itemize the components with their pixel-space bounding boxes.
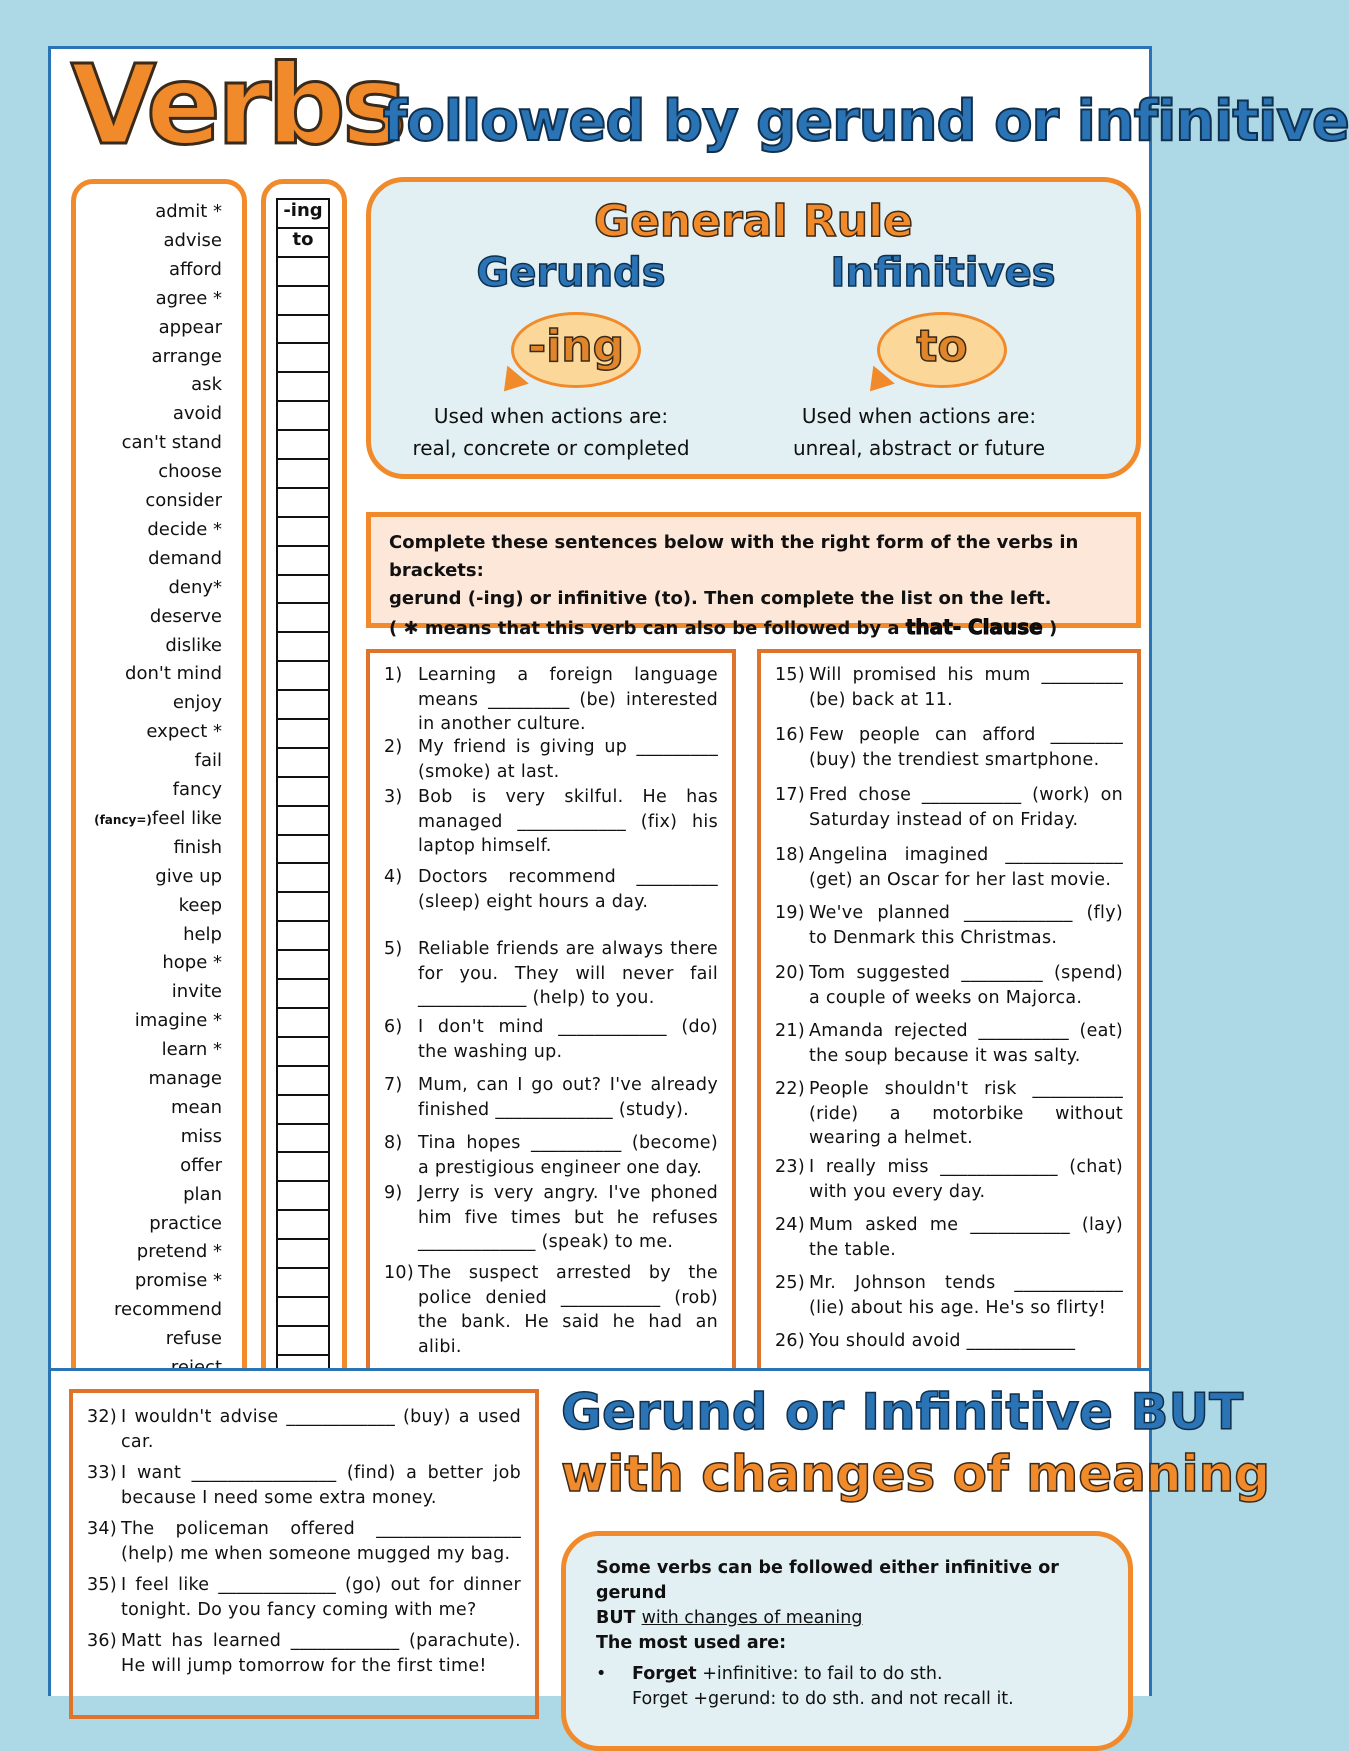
- exercise-number: 6): [384, 1017, 403, 1037]
- verb-item: invite: [171, 981, 222, 1003]
- verb-item: [94, 805, 222, 833]
- that-clause-label: that- Clause: [905, 615, 1043, 639]
- ing-bubble: -ing: [511, 312, 641, 388]
- answer-box[interactable]: [276, 342, 330, 371]
- exercise-number: 25): [775, 1273, 805, 1293]
- answer-box-column: [276, 198, 330, 1411]
- instructions-line1: Complete these sentences below with the right form of the verbs in brackets:: [389, 532, 1079, 581]
- exercise-column-bottom: [69, 1389, 539, 1719]
- exercise-column-left: [366, 649, 736, 1439]
- changes-intro2-underlined: with changes of meaning: [641, 1608, 863, 1628]
- verb-item: deserve: [149, 605, 222, 627]
- answer-box[interactable]: [276, 1180, 330, 1209]
- exercise-number: 16): [775, 725, 805, 745]
- verb-item: practice: [149, 1212, 222, 1234]
- exercise-text: Few people can afford ________ (buy) the trendiest smartphone.: [809, 725, 1123, 770]
- answer-box[interactable]: [276, 660, 330, 689]
- verb-item: advise: [163, 229, 222, 251]
- answer-box[interactable]: [276, 805, 330, 834]
- verb-item: dislike: [165, 634, 222, 656]
- answer-box[interactable]: [276, 1151, 330, 1180]
- answer-box[interactable]: [276, 1007, 330, 1036]
- exercise-number: 26): [775, 1331, 805, 1351]
- inf-desc-line1: Used when actions are:: [801, 404, 1037, 428]
- verb-item: promise *: [134, 1270, 222, 1292]
- exercise-number: 5): [384, 939, 403, 959]
- exercise-text: Matt has learned ____________ (parachute). He will jump tomorrow for the first time!: [121, 1631, 521, 1676]
- answer-box[interactable]: [276, 545, 330, 574]
- verb-item: fail: [194, 750, 222, 772]
- forget-word: Forget: [632, 1664, 697, 1684]
- exercise-text: My friend is giving up _________ (smoke) at last.: [418, 737, 718, 782]
- exercise-text: We've planned ____________ (fly) to Denmark this Christmas.: [809, 903, 1123, 948]
- exercise-number: 22): [775, 1079, 805, 1099]
- forget-line1: [632, 1662, 1098, 1687]
- answer-box[interactable]: [276, 458, 330, 487]
- answer-boxes: [261, 179, 347, 1439]
- exercise-text: Reliable friends are always there for you. They will never fail ____________ (help) to you.: [418, 939, 718, 1008]
- verb-item: hope *: [162, 952, 222, 974]
- exercise-number: 10): [384, 1263, 414, 1283]
- verb-item: refuse: [165, 1328, 222, 1350]
- exercise-text: You should avoid ____________: [809, 1331, 1076, 1351]
- exercise-text: Doctors recommend _________ (sleep) eight hours a day.: [418, 867, 718, 912]
- verb-item: pretend *: [136, 1241, 222, 1263]
- fancy-prefix: (fancy=): [94, 812, 152, 827]
- gerunds-heading: Gerunds: [476, 250, 666, 296]
- answer-box[interactable]: [276, 574, 330, 603]
- changes-intro3: The most used are:: [596, 1633, 787, 1653]
- verb-item: can't stand: [121, 432, 222, 454]
- exercise-number: 35): [87, 1575, 117, 1595]
- exercise-number: 8): [384, 1133, 403, 1153]
- exercise-text: Tom suggested _________ (spend) a couple of weeks on Majorca.: [809, 963, 1123, 1008]
- verb-item: arrange: [151, 345, 222, 367]
- gerund-desc-line1: Used when actions are:: [433, 404, 669, 428]
- verb-label: feel like: [151, 807, 222, 829]
- exercise-text: Jerry is very angry. I've phoned him five times but he refuses _____________ (speak) to me.: [418, 1183, 718, 1252]
- exercise-number: 23): [775, 1157, 805, 1177]
- exercise-text: I want ________________ (find) a better job because I need some extra money.: [121, 1463, 521, 1508]
- verb-item: miss: [180, 1125, 222, 1147]
- changes-panel: [561, 1531, 1133, 1751]
- changes-title: [561, 1381, 1271, 1505]
- verb-item: decide *: [147, 518, 222, 540]
- exercise-text: People shouldn't risk __________ (ride) a motorbike without wearing a helmet.: [809, 1079, 1123, 1148]
- title: [71, 41, 1349, 189]
- answer-box[interactable]: [276, 516, 330, 545]
- answer-box[interactable]: [276, 949, 330, 978]
- changes-title-line2: with changes of meaning: [561, 1445, 1271, 1503]
- verb-item: admit *: [155, 201, 222, 222]
- verb-item: recommend: [114, 1299, 222, 1321]
- exercise-number: 4): [384, 867, 403, 887]
- answer-box[interactable]: [276, 256, 330, 285]
- infinitives-heading: Infinitives: [830, 250, 1056, 296]
- instructions-line2: gerund (-ing) or infinitive (to). Then complete the list on the left.: [389, 588, 1052, 609]
- verb-item: choose: [158, 461, 222, 483]
- exercise-number: 7): [384, 1075, 403, 1095]
- verb-item: consider: [145, 490, 222, 511]
- exercise-number: 32): [87, 1407, 117, 1427]
- answer-box[interactable]: [276, 1123, 330, 1152]
- infinitive-description: [759, 400, 1079, 464]
- answer-box[interactable]: [276, 602, 330, 631]
- exercise-number: 36): [87, 1631, 117, 1651]
- verb-item: expect *: [146, 721, 222, 743]
- verb-item: finish: [173, 836, 222, 858]
- exercise-text: Mum asked me ___________ (lay) the table.: [809, 1215, 1123, 1260]
- exercise-number: 24): [775, 1215, 805, 1235]
- answer-box[interactable]: [276, 1238, 330, 1267]
- exercise-text: I really miss _____________ (chat) with you every day.: [809, 1157, 1123, 1202]
- bottom-worksheet: [48, 1368, 1271, 1709]
- answer-box[interactable]: [276, 920, 330, 949]
- exercise-text: Fred chose ___________ (work) on Saturday instead of on Friday.: [809, 785, 1123, 830]
- verb-item: offer: [180, 1154, 222, 1176]
- instructions-line3-text: ( ✱ means that this verb can also be followed by a: [389, 618, 906, 639]
- exercise-number: 21): [775, 1021, 805, 1041]
- box-header: to: [276, 227, 330, 256]
- verb-item: keep: [178, 894, 222, 916]
- verb-item: appear: [158, 316, 222, 338]
- exercise-number: 33): [87, 1463, 117, 1483]
- exercise-number: 20): [775, 963, 805, 983]
- answer-box[interactable]: [276, 1065, 330, 1094]
- answer-box[interactable]: [276, 862, 330, 891]
- answer-box[interactable]: [276, 1267, 330, 1296]
- answer-box[interactable]: [276, 400, 330, 429]
- answer-box[interactable]: [276, 1296, 330, 1325]
- title-verbs: Verbs: [71, 41, 404, 169]
- exercise-number: 2): [384, 737, 403, 757]
- title-subtitle: followed by gerund or infinitive: [383, 89, 1349, 154]
- instructions-line3-end: ): [1042, 618, 1058, 639]
- exercise-text: Will promised his mum _________ (be) back at 11.: [809, 665, 1123, 710]
- forget-item: [596, 1662, 1098, 1712]
- answer-box[interactable]: [276, 747, 330, 776]
- verb-item: avoid: [172, 403, 222, 425]
- exercise-number: 34): [87, 1519, 117, 1539]
- verb-item: fancy: [172, 779, 222, 800]
- exercise-text: Learning a foreign language means _________ (be) interested in another culture.: [418, 665, 718, 734]
- exercise-number: 3): [384, 787, 403, 807]
- to-bubble: to: [877, 312, 1007, 388]
- verb-item: afford: [169, 258, 222, 280]
- verb-item: agree *: [155, 287, 222, 309]
- verb-item: plan: [183, 1183, 222, 1205]
- verb-item: help: [183, 923, 222, 945]
- verb-item: demand: [148, 547, 222, 569]
- answer-box[interactable]: [276, 371, 330, 400]
- changes-intro2-but: BUT: [596, 1608, 642, 1628]
- answer-box[interactable]: [276, 1209, 330, 1238]
- exercise-text: I wouldn't advise ____________ (buy) a used car.: [121, 1407, 521, 1452]
- instructions: [366, 512, 1141, 639]
- exercise-text: I don't mind ____________ (do) the washing up.: [418, 1017, 718, 1062]
- box-header: -ing: [276, 198, 330, 227]
- rule-title: General Rule: [593, 196, 914, 247]
- verb-item: deny*: [168, 576, 222, 598]
- exercise-text: The suspect arrested by the police denied ___________ (rob) the bank. He said he had an alibi.: [418, 1263, 718, 1357]
- bullet: •: [596, 1664, 607, 1684]
- answer-box[interactable]: [276, 1094, 330, 1123]
- exercise-text: Bob is very skilful. He has managed ____________ (fix) his laptop himself.: [418, 787, 718, 856]
- answer-box[interactable]: [276, 891, 330, 920]
- answer-box[interactable]: [276, 834, 330, 863]
- exercise-number: 18): [775, 845, 805, 865]
- answer-box[interactable]: [276, 978, 330, 1007]
- answer-box[interactable]: [276, 1325, 330, 1354]
- verb-item: ask: [191, 374, 222, 396]
- answer-box[interactable]: [276, 429, 330, 458]
- verb-item: don't mind: [125, 663, 222, 685]
- answer-box[interactable]: [276, 314, 330, 343]
- verb-item: manage: [148, 1068, 222, 1089]
- forget-line2: Forget +gerund: to do sth. and not recall it.: [632, 1689, 1014, 1709]
- forget-def1: +infinitive: to fail to do sth.: [696, 1664, 943, 1684]
- gerund-desc-line2: real, concrete or completed: [412, 436, 690, 460]
- answer-box[interactable]: [276, 631, 330, 660]
- exercise-number: 15): [775, 665, 805, 685]
- instructions-line3: [389, 613, 1118, 643]
- changes-intro2: [596, 1606, 1098, 1631]
- verb-item: give up: [155, 865, 222, 887]
- general-rule: [366, 177, 1141, 479]
- exercise-column-right: [757, 649, 1141, 1439]
- exercise-number: 19): [775, 903, 805, 923]
- exercise-number: 1): [384, 665, 403, 685]
- answer-box[interactable]: [276, 776, 330, 805]
- inf-desc-line2: unreal, abstract or future: [793, 436, 1045, 460]
- answer-box[interactable]: [276, 285, 330, 314]
- exercise-text: Tina hopes __________ (become) a prestigious engineer one day.: [418, 1133, 718, 1178]
- answer-box[interactable]: [276, 689, 330, 718]
- exercise-text: Mum, can I go out? I've already finished _____________ (study).: [418, 1075, 718, 1120]
- verb-item: learn *: [161, 1039, 222, 1061]
- verb-item: mean: [170, 1096, 222, 1118]
- verb-list: [71, 179, 247, 1439]
- exercise-text: Angelina imagined _____________ (get) an Oscar for her last movie.: [809, 845, 1123, 890]
- answer-box[interactable]: [276, 1036, 330, 1065]
- exercise-number: 9): [384, 1183, 403, 1203]
- verb-item: enjoy: [172, 692, 222, 714]
- exercise-text: Mr. Johnson tends ____________ (lie) about his age. He's so flirty!: [809, 1273, 1123, 1318]
- changes-title-line1: Gerund or Infinitive BUT: [561, 1383, 1244, 1441]
- gerund-description: [391, 400, 711, 464]
- exercise-text: I feel like _____________ (go) out for dinner tonight. Do you fancy coming with me?: [121, 1575, 521, 1620]
- answer-box[interactable]: [276, 718, 330, 747]
- exercise-number: 17): [775, 785, 805, 805]
- exercise-text: The policeman offered ________________ (help) me when someone mugged my bag.: [121, 1519, 521, 1564]
- verb-item: imagine *: [134, 1010, 222, 1032]
- changes-intro1: Some verbs can be followed either infinitive or gerund: [596, 1558, 1059, 1603]
- answer-box[interactable]: [276, 487, 330, 516]
- exercise-text: Amanda rejected __________ (eat) the soup because it was salty.: [809, 1021, 1123, 1066]
